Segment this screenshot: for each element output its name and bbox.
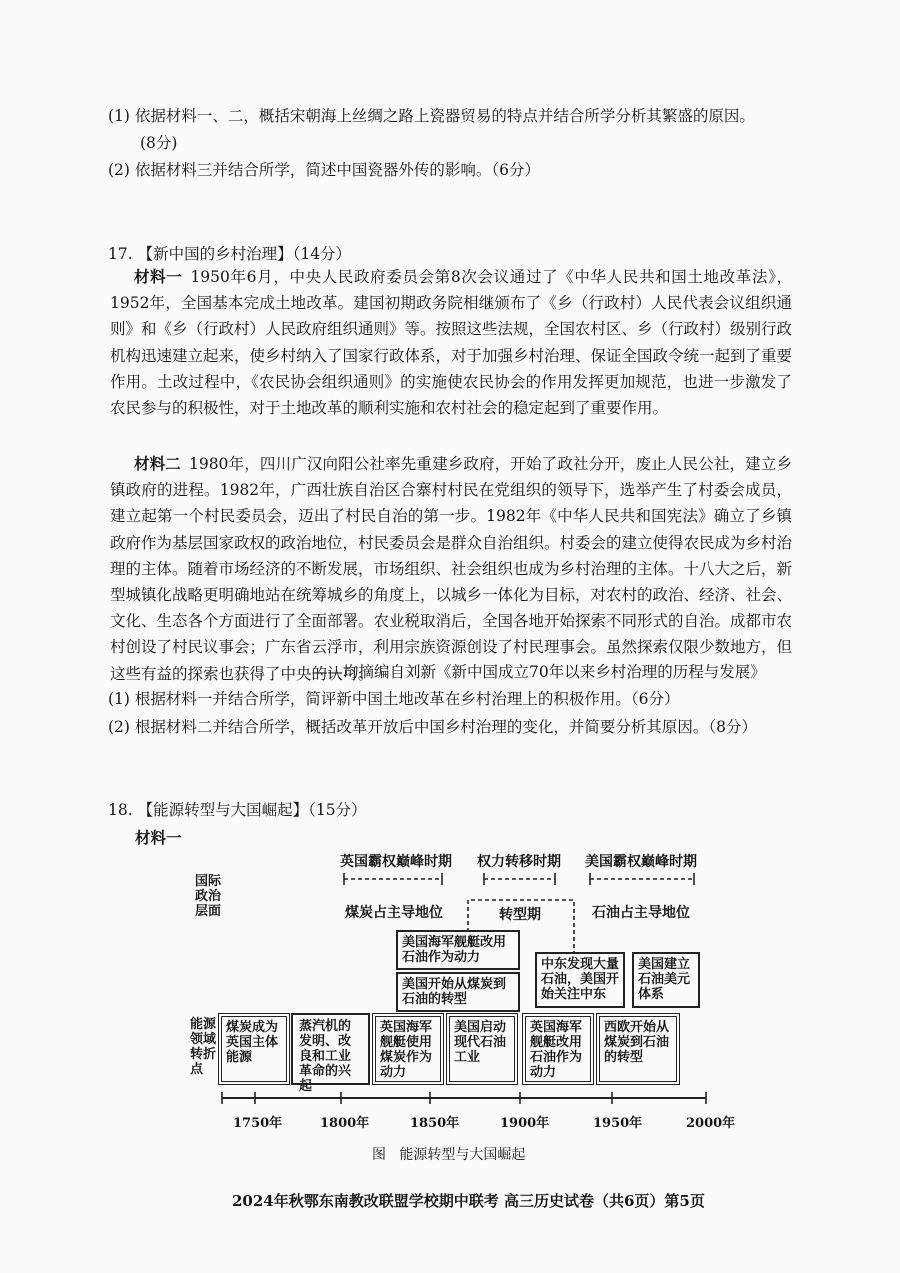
q17-material-2-text: 1980年，四川广汉向阳公社率先重建乡政府，开始了政社分开，废止人民公社，建立乡镇政府的进程。1982年，广西壮族自治区合寨村村民在党组织的领导下，选举产生了村委会成员，建立起第一个村民委员会，迈出了村民自治的第一步。1982年《中华人民共和国宪法》确立了乡镇政府作为基层国家政权的政治地位，村民委员会是群众自治组织。村委会的建立使得农民成为乡村治理的主体。随着市场经济的不断发展，市场组织、社会组织也成为乡村治理的主体。十八大之后，新型城镇化战略更明确地站在统筹城乡的角度上，以城乡一体化为目标，对农村的政治、经济、社会、文化、生态各个方面进行了全面部署。农业税取消后，全国各地开始探索不同形式的自治。成都市农村创设了村民议事会；广东省云浮市，利用宗族资源创设了村民理事会。虽然探索仅限少数地方，但这些有益的探索也获得了中央的认可。 xyxy=(110,455,793,683)
q18-title: 18. 【能源转型与大国崛起】（15分） xyxy=(108,801,367,819)
q16-sub1-line2: (8分) xyxy=(140,134,178,152)
page-footer: 2024年秋鄂东南教改联盟学校期中联考 高三历史试卷（共6页）第5页 xyxy=(232,1192,705,1210)
q18-material-1-label: 材料一 xyxy=(135,828,182,847)
event-box-middle-east-oil: 中东发现大量石油，美国开始关注中东 xyxy=(535,952,625,1008)
period-label-american-hegemony: 美国霸权巅峰时期 xyxy=(585,854,697,870)
figure-caption: 图 能源转型与大国崛起 xyxy=(372,1147,526,1163)
period-label-power-transfer: 权力转移时期 xyxy=(477,854,561,870)
event-box-us-coal-to-oil: 美国开始从煤炭到石油的转型 xyxy=(396,972,520,1012)
axis-tick-1950: 1950年 xyxy=(593,1116,643,1131)
event-box-british-navy-oil: 英国海军舰艇改用石油作为动力 xyxy=(522,1013,594,1085)
q17-material-2 xyxy=(110,451,792,687)
q17-material-2-label: 材料二 xyxy=(134,454,181,473)
event-box-western-europe-oil: 西欧开始从煤炭到石油的转型 xyxy=(596,1013,680,1085)
q17-material-1-text: 1950年6月，中央人民政府委员会第8次会议通过了《中华人民共和国土地改革法》，1952年，全国基本完成土地改革。建国初期政务院相继颁布了《乡（行政村）人民代表会议组织通则》和《乡（行政村）人民政府组织通则》等。按照这些法规，全国农村区、乡（行政村）级别行政机构迅速建立起来，使乡村纳入了国家行政体系，对于加强乡村治理、保证全国政令统一起到了重要作用。土改过程中，《农民协会组织通则》的实施使农民协会的作用发挥更加规范，也进一步激发了农民参与的积极性，对于土地改革的顺利实施和农村社会的稳定起到了重要作用。 xyxy=(110,268,793,418)
axis-tick-1850: 1850年 xyxy=(410,1116,460,1131)
axis-tick-1800: 1800年 xyxy=(320,1116,370,1131)
q17-sub1: (1) 根据材料一并结合所学，简评新中国土地改革在乡村治理上的积极作用。（6分） xyxy=(108,690,680,708)
q17-source: ——均摘编自刘新《新中国成立70年以来乡村治理的历程与发展》 xyxy=(312,663,766,681)
period-label-british-hegemony: 英国霸权巅峰时期 xyxy=(340,854,452,870)
axis-tick-1750: 1750年 xyxy=(233,1116,283,1131)
event-box-petrodollar: 美国建立石油美元体系 xyxy=(632,952,700,1008)
axis-tick-1900: 1900年 xyxy=(500,1116,550,1131)
row-label-political: 国际政治层面 xyxy=(195,874,222,919)
event-box-steam-engine: 蒸汽机的发明、改良和工业革命的兴起 xyxy=(291,1013,370,1085)
event-box-coal-britain: 煤炭成为英国主体能源 xyxy=(218,1013,290,1085)
event-box-british-navy-coal: 英国海军舰艇使用煤炭作为动力 xyxy=(372,1013,444,1085)
q17-sub2: (2) 根据材料二并结合所学，概括改革开放后中国乡村治理的变化，并简要分析其原因。（8分） xyxy=(108,718,757,736)
q17-title: 17. 【新中国的乡村治理】（14分） xyxy=(108,245,352,263)
event-box-us-navy-oil: 美国海军舰艇改用石油作为动力 xyxy=(396,930,520,970)
q16-sub2: (2) 依据材料三并结合所学，简述中国瓷器外传的影响。（6分） xyxy=(108,161,540,179)
q17-material-1 xyxy=(110,264,792,421)
era-label-coal: 煤炭占主导地位 xyxy=(345,905,443,921)
era-label-oil: 石油占主导地位 xyxy=(592,905,690,921)
era-label-transition: 转型期 xyxy=(499,907,541,923)
q16-sub1-line1: (1) 依据材料一、二，概括宋朝海上丝绸之路上瓷器贸易的特点并结合所学分析其繁盛的原因。 xyxy=(108,107,755,125)
q17-material-1-label: 材料一 xyxy=(134,267,183,286)
axis-tick-2000: 2000年 xyxy=(686,1116,736,1131)
row-label-energy: 能源领域转折点 xyxy=(190,1017,217,1077)
event-box-us-oil-industry: 美国启动现代石油工业 xyxy=(446,1013,518,1085)
